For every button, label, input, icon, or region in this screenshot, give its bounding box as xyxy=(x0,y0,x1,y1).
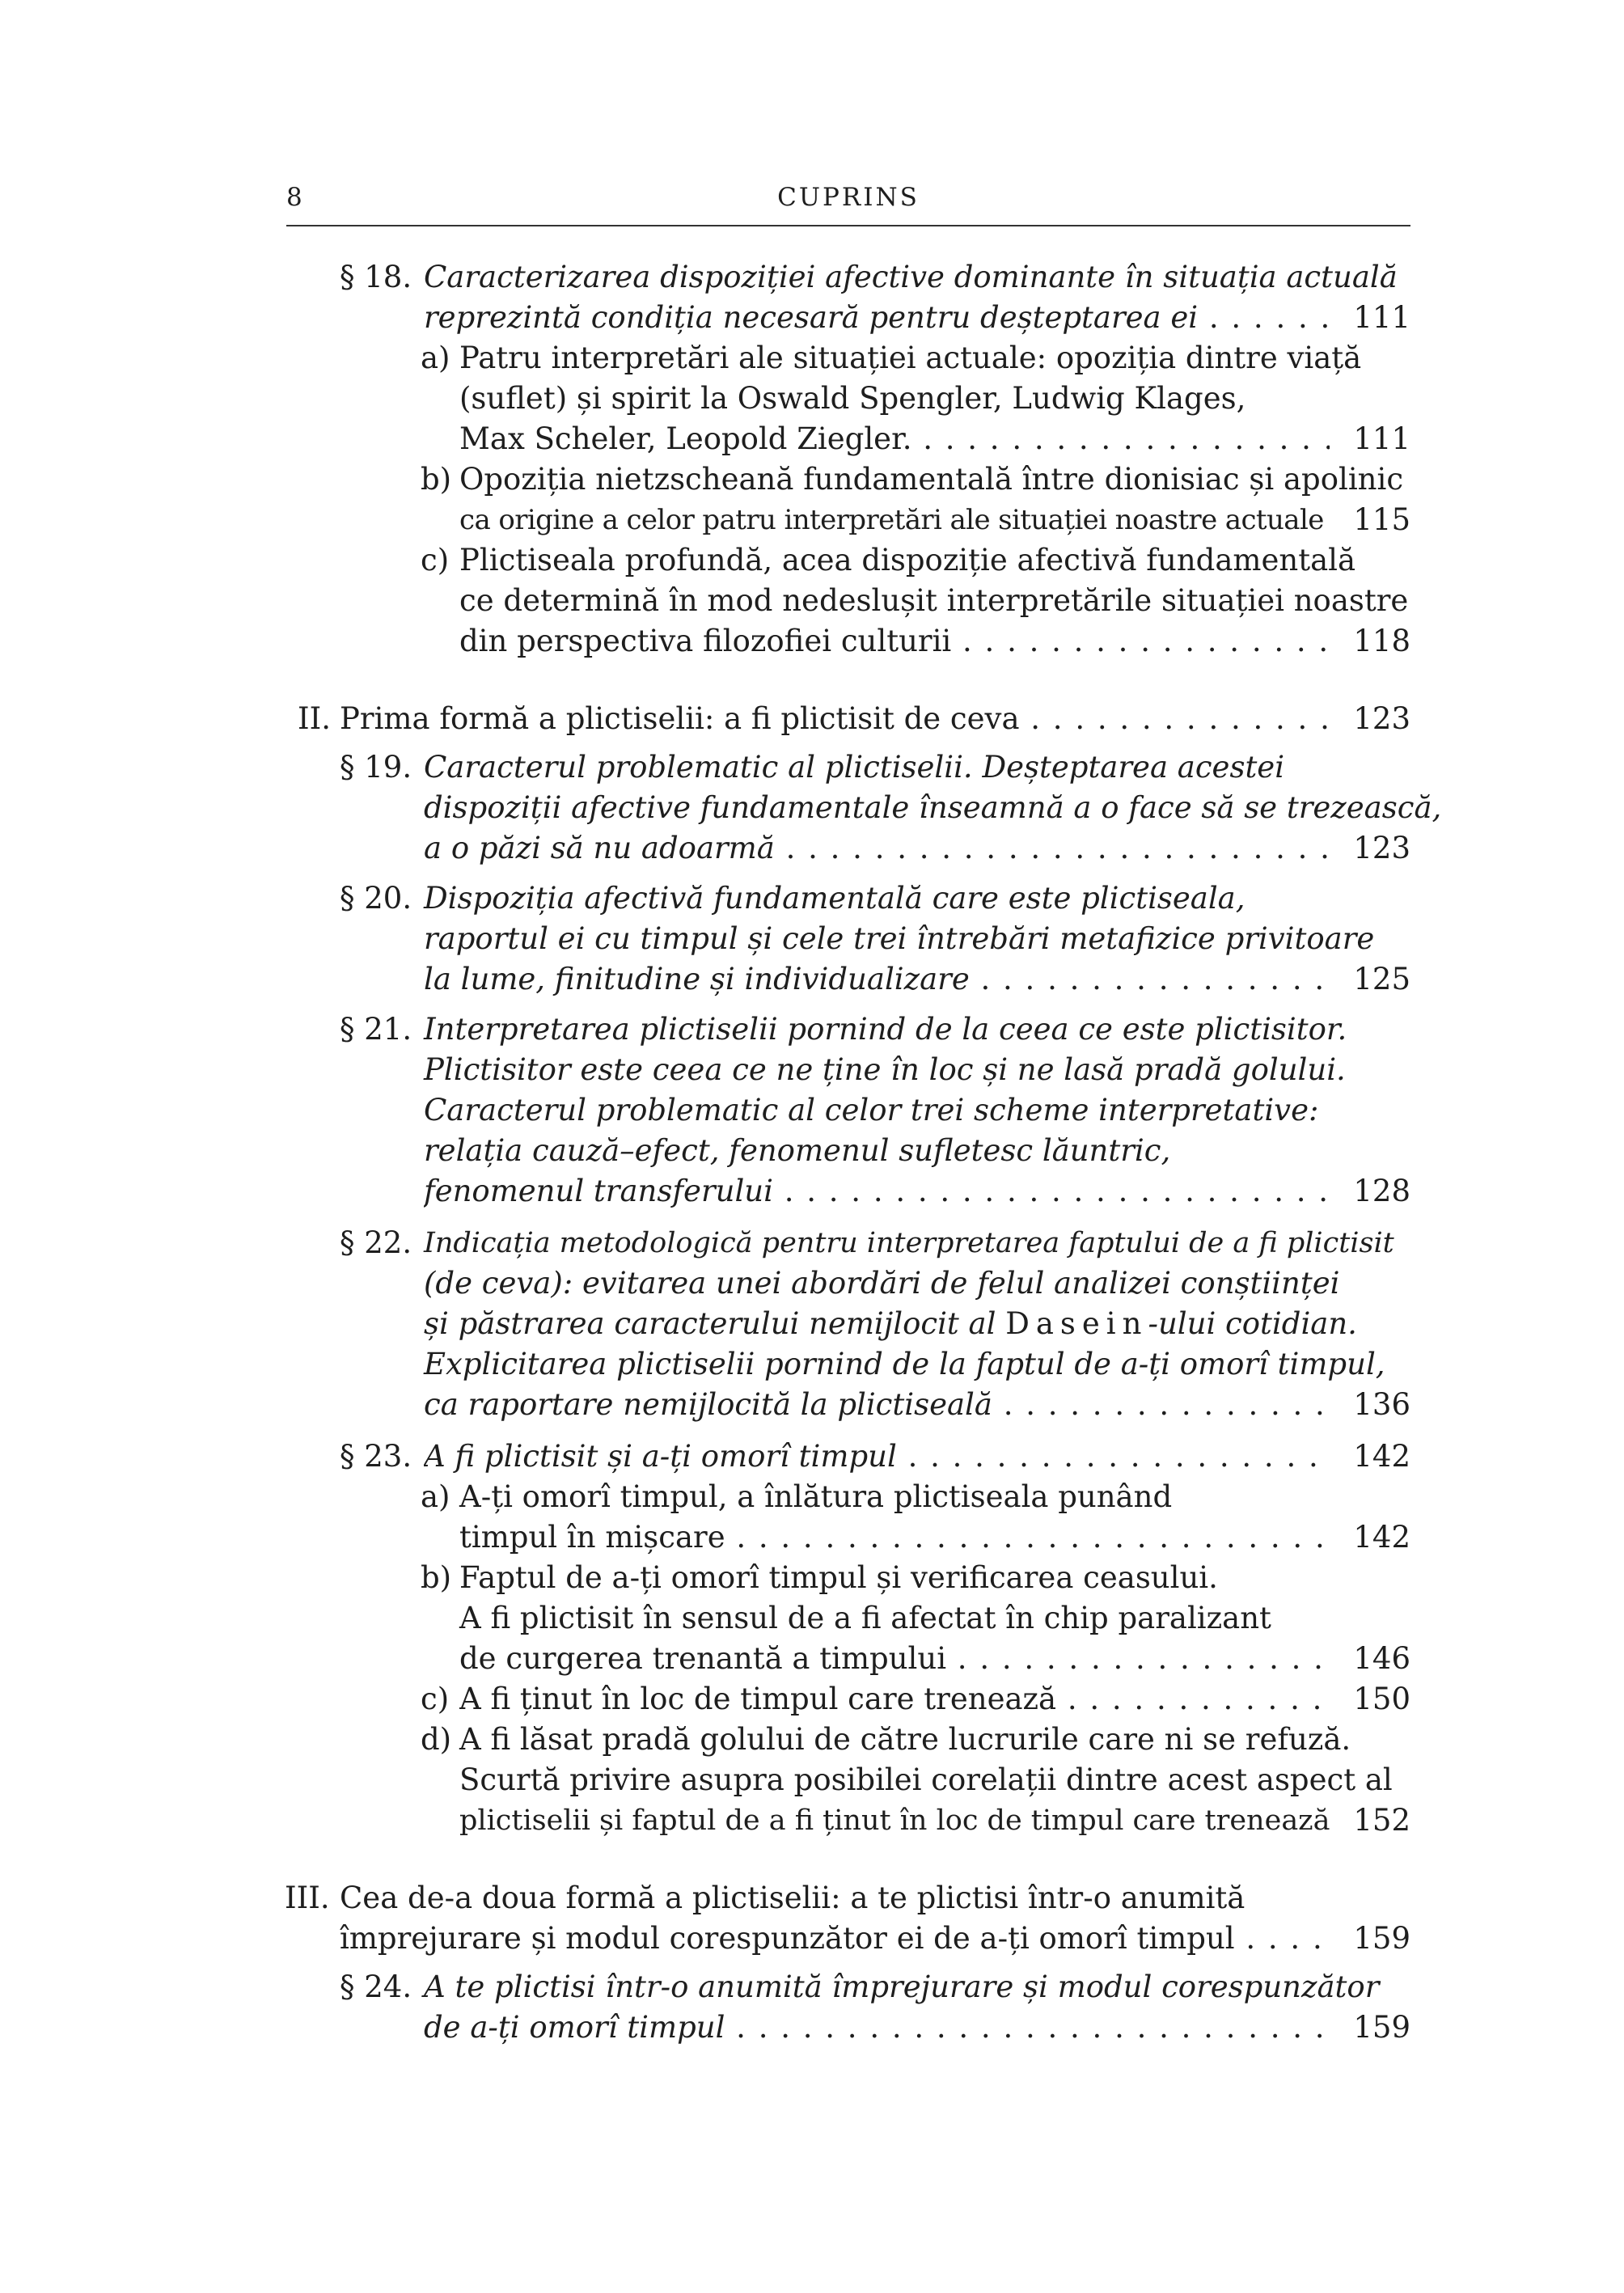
entry-line: din perspectiva filozofiei culturii . . . xyxy=(459,621,1410,662)
toc-entry xyxy=(421,1720,1410,1841)
entry-line: de a-ți omorî timpul . . . xyxy=(424,2007,1410,2048)
entry-line: Faptul de a-ți omorî timpul și verificarea ceasului. xyxy=(459,1560,1218,1595)
entry-line: Prima formă a plictiselii: a fi plictisit de ceva . . . xyxy=(340,699,1410,739)
entry-page-ref: 115 xyxy=(1330,500,1410,540)
entry-line: Max Scheler, Leopold Ziegler. . . . xyxy=(459,419,1410,459)
entry-line xyxy=(424,1304,1357,1344)
entry-line: împrejurare și modul corespunzător ei de a-ți omorî timpul . . . xyxy=(340,1919,1410,1959)
entry-line: A fi lăsat pradă golului de către lucrurile care ni se refuză. xyxy=(459,1722,1351,1757)
toc-entry xyxy=(340,1009,1410,1212)
entry-line: Interpretarea plictiselii pornind de la ceea ce este plictisitor. xyxy=(424,1012,1347,1047)
entry-line: Opoziția nietzscheană fundamentală între dionisiac și apolinic xyxy=(459,462,1404,497)
entry-line: A-ți omorî timpul, a înlătura plictiseala punând xyxy=(459,1479,1173,1514)
entry-line: ca origine a celor patru interpretări ale situației noastre actuale . . . xyxy=(459,500,1410,540)
entry-page-ref: 111 xyxy=(1330,298,1410,338)
running-title: CUPRINS xyxy=(777,183,920,212)
toc-entry xyxy=(285,1878,1410,1959)
entry-page-ref: 123 xyxy=(1330,828,1410,869)
entry-number: § 18. xyxy=(340,260,412,294)
entry-number: § 23. xyxy=(340,1439,412,1474)
entry-line: (de ceva): evitarea unei abordări de felul analizei conștiinței xyxy=(424,1266,1340,1301)
entry-number: d) xyxy=(421,1722,452,1757)
entry-page-ref: 142 xyxy=(1330,1436,1410,1477)
entry-line-suffix: -ului cotidian. xyxy=(1148,1306,1357,1341)
entry-line: Indicația metodologică pentru interpretarea faptului de a fi plictisit xyxy=(424,1227,1394,1259)
entry-line: ce determină în mod nedeslușit interpretările situației noastre xyxy=(459,583,1409,618)
entry-line: (suflet) și spirit la Oswald Spengler, Ludwig Klages, xyxy=(459,381,1246,416)
entry-number: c) xyxy=(421,1682,450,1716)
toc-entry xyxy=(340,1436,1410,1477)
entry-line: Caracterizarea dispoziției afective dominante în situația actuală xyxy=(424,260,1398,294)
toc-entry xyxy=(340,257,1410,338)
toc-entry xyxy=(421,1679,1410,1720)
entry-line: Scurtă privire asupra posibilei corelații dintre acest aspect al xyxy=(459,1762,1393,1797)
entry-line: Plictisitor este ceea ce ne ține în loc și ne lasă pradă golului. xyxy=(424,1052,1346,1087)
dasein-term: Dasein xyxy=(1005,1306,1148,1341)
entry-line: relația cauză–efect, fenomenul sufletesc lăuntric, xyxy=(424,1133,1171,1168)
entry-number: § 24. xyxy=(340,1969,412,2004)
entry-line-text: și păstrarea caracterului nemijlocit al xyxy=(424,1306,1006,1341)
entry-line: Cea de-a doua formă a plictiselii: a te plictisi într-o anumită xyxy=(340,1881,1245,1915)
entry-line: timpul în mișcare . . . xyxy=(459,1517,1410,1558)
entry-line: A fi ținut în loc de timpul care trenează . . . xyxy=(459,1679,1410,1720)
entry-line: reprezintă condiția necesară pentru deșteptarea ei . . . xyxy=(424,298,1410,338)
entry-number: c) xyxy=(421,543,450,577)
entry-page-ref: 128 xyxy=(1330,1171,1410,1212)
entry-line: Plictiseala profundă, acea dispoziție afectivă fundamentală xyxy=(459,543,1356,577)
toc-entry xyxy=(340,878,1410,1000)
entry-line: A fi plictisit în sensul de a fi afectat în chip paralizant xyxy=(459,1601,1271,1635)
entry-line: A fi plictisit și a-ți omorî timpul . . . xyxy=(424,1436,1410,1477)
entry-number: § 20. xyxy=(340,881,412,916)
entry-line: raportul ei cu timpul și cele trei întrebări metafizice privitoare xyxy=(424,921,1375,956)
toc-entry xyxy=(421,1477,1410,1558)
entry-line: Caracterul problematic al celor trei scheme interpretative: xyxy=(424,1093,1319,1127)
entry-page-ref: 125 xyxy=(1330,959,1410,1000)
toc-entry xyxy=(298,699,1410,739)
entry-line: Patru interpretări ale situației actuale: opoziția dintre viață xyxy=(459,341,1362,375)
entry-line: plictiselii și faptul de a fi ținut în loc de timpul care trenează . . . xyxy=(459,1800,1410,1841)
entry-number: a) xyxy=(421,341,450,375)
toc-entry xyxy=(421,1558,1410,1679)
entry-page-ref: 146 xyxy=(1330,1639,1410,1679)
entry-line: ca raportare nemijlocită la plictiseală . . . xyxy=(424,1385,1410,1425)
entry-line: la lume, finitudine și individualizare . . . xyxy=(424,959,1410,1000)
entry-number: b) xyxy=(421,462,452,497)
toc-entry xyxy=(340,1223,1410,1425)
entry-number: a) xyxy=(421,1479,450,1514)
entry-line: Dispoziția afectivă fundamentală care este plictiseala, xyxy=(424,881,1245,916)
entry-line: fenomenul transferului . . . xyxy=(424,1171,1410,1212)
entry-line: Caracterul problematic al plictiselii. Deșteptarea acestei xyxy=(424,750,1285,785)
toc-entry xyxy=(421,459,1410,540)
entry-page-ref: 136 xyxy=(1330,1385,1410,1425)
entry-number: § 19. xyxy=(340,750,412,785)
page-number: 8 xyxy=(286,183,302,212)
entry-page-ref: 111 xyxy=(1330,419,1410,459)
entry-page-ref: 159 xyxy=(1330,2007,1410,2048)
entry-number: § 22. xyxy=(340,1225,412,1260)
entry-line: a o păzi să nu adoarmă . . . xyxy=(424,828,1410,869)
toc-entry xyxy=(340,1967,1410,2048)
entry-page-ref: 152 xyxy=(1330,1800,1410,1841)
toc-entry xyxy=(340,747,1442,869)
toc-entry xyxy=(421,540,1410,662)
entry-number: § 21. xyxy=(340,1012,412,1047)
entry-line: Explicitarea plictiselii pornind de la faptul de a-ți omorî timpul, xyxy=(424,1347,1385,1381)
entry-page-ref: 150 xyxy=(1330,1679,1410,1720)
entry-line: de curgerea trenantă a timpului . . . xyxy=(459,1639,1410,1679)
entry-number: II. xyxy=(298,701,331,736)
entry-number: b) xyxy=(421,1560,452,1595)
entry-number: III. xyxy=(285,1881,330,1915)
entry-line: dispoziții afective fundamentale înseamnă a o face să se trezească, xyxy=(424,790,1442,825)
entry-page-ref: 159 xyxy=(1330,1919,1410,1959)
entry-page-ref: 118 xyxy=(1330,621,1410,662)
entry-page-ref: 142 xyxy=(1330,1517,1410,1558)
toc-entry xyxy=(421,338,1410,459)
entry-line: A te plictisi într-o anumită împrejurare și modul corespunzător xyxy=(424,1969,1380,2004)
entry-page-ref: 123 xyxy=(1330,699,1410,739)
running-header xyxy=(286,183,1410,226)
